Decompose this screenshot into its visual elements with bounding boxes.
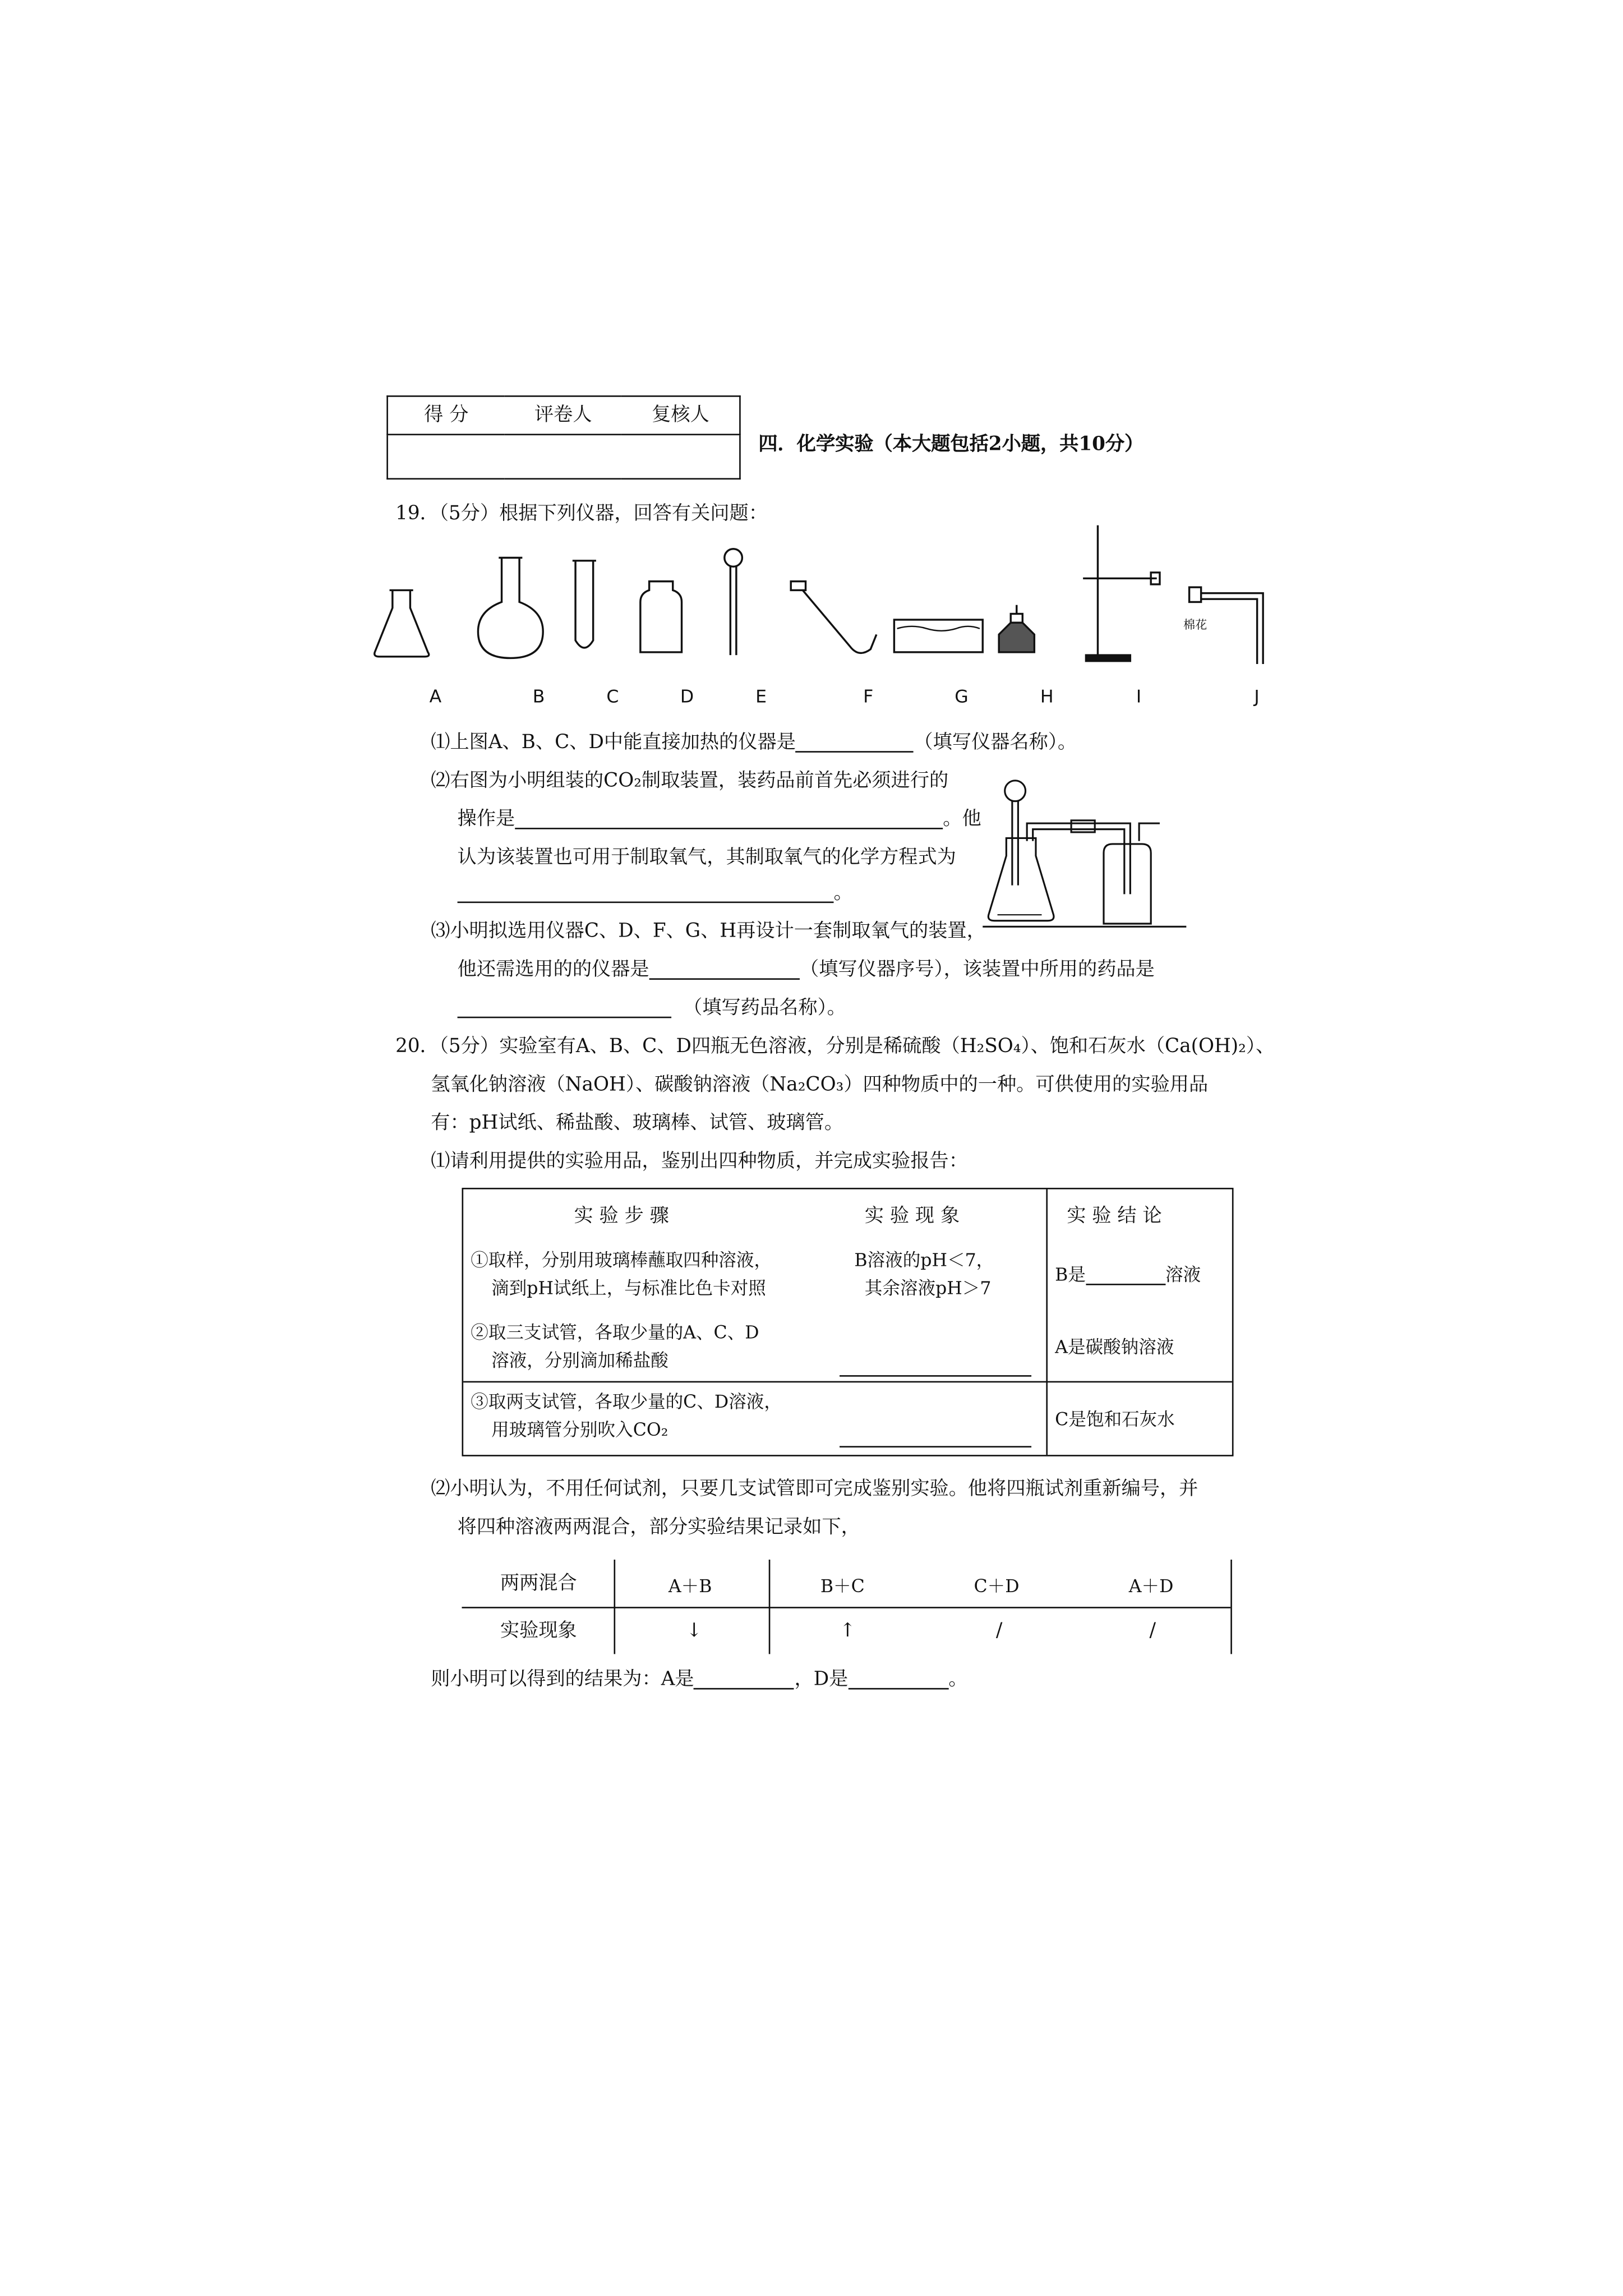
instrument-label-j: J <box>1254 686 1260 707</box>
conclusion1 <box>1055 1263 1201 1288</box>
q19-part1-suffix: （填写仪器名称）。 <box>914 731 1077 754</box>
mixing-row-header: 两两混合 <box>500 1573 577 1596</box>
instrument-label-e: E <box>755 686 767 707</box>
q19-part2-suffix: 。他 <box>943 808 981 831</box>
experiment-report-table <box>462 1188 1234 1456</box>
water-trough-icon <box>894 620 983 652</box>
step1-line1: ①取样，分别用玻璃棒蘸取四种溶液， <box>471 1250 772 1271</box>
result-b-c: ↑ <box>840 1620 856 1643</box>
header-phenomenon: 实 验 现 象 <box>864 1205 960 1228</box>
q19-part2-line4 <box>458 881 853 907</box>
q19-part3-line1: ⑶小明拟选用仪器C、D、F、G、H再设计一套制取氧气的装置， <box>431 920 986 943</box>
q20-part2-line1: ⑵小明认为，不用任何试剂，只要几支试管即可完成鉴别实验。他将四瓶试剂重新编号，并 <box>431 1478 1198 1501</box>
co2-apparatus-figure <box>983 770 1189 932</box>
q20-result-line <box>431 1667 967 1694</box>
q19-part3-line2 <box>458 958 1155 984</box>
q19-stem: 19．（5分）根据下列仪器，回答有关问题： <box>395 503 768 525</box>
answer-blank-1[interactable] <box>796 730 914 752</box>
result-end: 。 <box>948 1668 968 1691</box>
pair-b-c: B＋C <box>820 1575 865 1597</box>
q20-line1: 20．（5分）实验室有A、B、C、D四瓶无色溶液，分别是稀硫酸（H₂SO₄）、饱和石灰水（Ca(OH)₂）、 <box>395 1035 1275 1058</box>
answer-blank-2[interactable] <box>515 807 943 829</box>
pair-a-d: A＋D <box>1128 1575 1174 1597</box>
flask-icon <box>988 838 1054 920</box>
answer-blank-8[interactable] <box>840 1426 1031 1447</box>
collection-bottle-icon <box>1104 844 1151 924</box>
q19-part3-suffix2: （填写药品名称）。 <box>683 997 846 1020</box>
step3-line1: ③取两支试管，各取少量的C、D溶液， <box>471 1391 782 1412</box>
answer-blank-3[interactable] <box>458 881 834 903</box>
iron-stand-icon <box>1083 525 1160 661</box>
round-flask-icon <box>478 558 543 658</box>
cotton-label: 棉花 <box>1183 618 1207 632</box>
gas-jar-icon <box>640 582 682 652</box>
score-header: 得 分 <box>388 396 505 434</box>
instrument-label-f: F <box>863 686 874 707</box>
conclusion3: C是饱和石灰水 <box>1055 1409 1175 1430</box>
conclusion2: A是碳酸钠溶液 <box>1055 1336 1174 1358</box>
q19-part3-suffix: （填写仪器序号），该装置中所用的药品是 <box>800 959 1155 981</box>
q19-part2-line1: ⑵右图为小明组装的CO₂制取装置，装药品前首先必须进行的 <box>431 770 949 792</box>
score-table <box>386 395 740 480</box>
conical-flask-icon <box>375 590 429 656</box>
q19-part1 <box>431 730 1077 757</box>
q20-line2: 氢氧化钠溶液（NaOH）、碳酸钠溶液（Na₂CO₃）四种物质中的一种。可供使用的实验用品 <box>431 1074 1209 1096</box>
instruments-figure <box>369 517 1284 679</box>
funnel-top-icon <box>1005 781 1026 801</box>
mixing-results-table <box>462 1560 1231 1654</box>
instrument-label-g: G <box>955 686 969 707</box>
instrument-label-a: A <box>429 686 442 707</box>
step2-line1: ②取三支试管，各取少量的A、C、D <box>471 1322 759 1343</box>
score-entry-cell[interactable] <box>388 435 740 479</box>
header-step: 实 验 步 骤 <box>574 1205 669 1228</box>
answer-blank-10[interactable] <box>848 1667 948 1689</box>
q19-part2-line3: 认为该装置也可用于制取氧气，其制取氧气的化学方程式为 <box>457 847 956 869</box>
step1-line2: 滴到pH试纸上，与标准比色卡对照 <box>491 1278 766 1299</box>
step2-line2: 溶液，分别滴加稀盐酸 <box>491 1350 668 1371</box>
conclusion1-label: B是 <box>1055 1264 1086 1285</box>
pair-a-b: A＋B <box>668 1575 712 1597</box>
instrument-label-b: B <box>532 686 545 707</box>
q19-part2-line2 <box>458 807 981 833</box>
step3-line2: 用玻璃管分别吹入CO₂ <box>491 1419 668 1440</box>
q19-part1-text: ⑴上图A、B、C、D中能直接加热的仪器是 <box>431 731 796 754</box>
instrument-label-c: C <box>606 686 619 707</box>
alcohol-lamp-icon <box>999 605 1034 652</box>
phenomenon1-line1: B溶液的pH＜7， <box>854 1250 994 1271</box>
instrument-label-d: D <box>680 686 694 707</box>
grader-header: 评卷人 <box>505 396 622 434</box>
q19-part3-line3 <box>458 996 846 1022</box>
section-title: 四．化学实验（本大题包括2小题，共10分） <box>758 434 1144 456</box>
bent-tube-icon <box>791 582 877 653</box>
q19-part3-label: 他还需选用的的仪器是 <box>457 959 649 981</box>
q20-line3: 有：pH试纸、稀盐酸、玻璃棒、试管、玻璃管。 <box>431 1112 844 1135</box>
answer-blank-5[interactable] <box>458 996 671 1018</box>
test-tube-icon <box>573 561 596 648</box>
header-conclusion: 实 验 结 论 <box>1067 1205 1162 1228</box>
q19-part2-label: 操作是 <box>457 808 515 831</box>
phenomenon1-line2: 其余溶液pH＞7 <box>864 1278 992 1299</box>
result-d-label: ，D是 <box>794 1668 849 1691</box>
result-a-label: 则小明可以得到的结果为：A是 <box>431 1668 694 1691</box>
q20-part2-line2: 将四种溶液两两混合，部分实验结果记录如下， <box>457 1516 860 1539</box>
reviewer-header: 复核人 <box>622 396 740 434</box>
answer-blank-7[interactable] <box>840 1354 1031 1376</box>
result-c-d: / <box>995 1620 1003 1643</box>
conclusion1-suffix: 溶液 <box>1165 1264 1201 1285</box>
result-a-b: ↓ <box>686 1620 703 1643</box>
long-funnel-icon <box>725 549 743 655</box>
q20-part1: ⑴请利用提供的实验用品，鉴别出四种物质，并完成实验报告： <box>431 1151 968 1173</box>
answer-blank-6[interactable] <box>1086 1263 1165 1285</box>
instrument-label-i: I <box>1136 686 1142 707</box>
phenomenon-row-header: 实验现象 <box>500 1620 577 1643</box>
pair-c-d: C＋D <box>974 1575 1020 1597</box>
result-a-d: / <box>1149 1620 1156 1643</box>
answer-blank-4[interactable] <box>649 958 800 980</box>
instrument-label-h: H <box>1040 686 1054 707</box>
q19-part2-end: 。 <box>833 882 853 905</box>
answer-blank-9[interactable] <box>694 1667 795 1689</box>
